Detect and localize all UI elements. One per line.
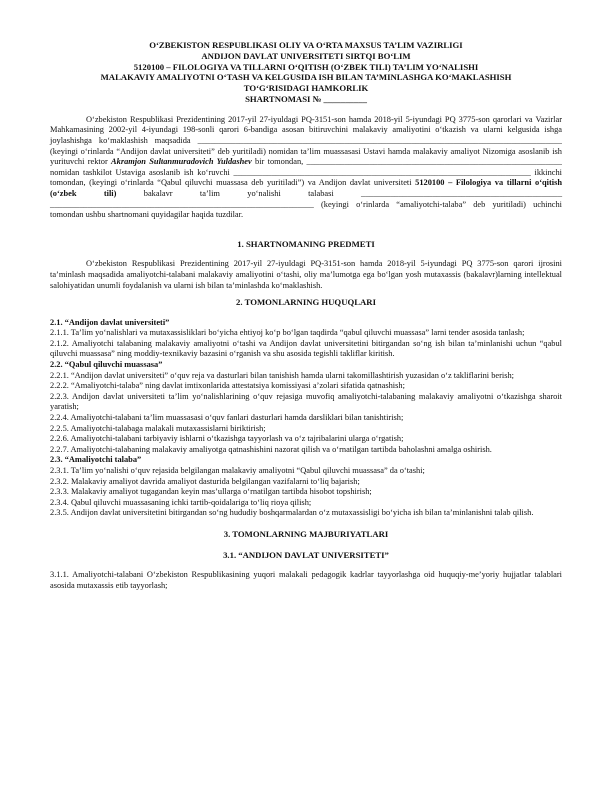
document-header [50,40,562,105]
clause-2-2-1: 2.2.1. “Andijon davlat universiteti” o‘quv reja va dasturlari bilan tanishish hamda ularni takomillashtirish yuzasidan o‘z takliflarini berish; [50,370,514,380]
intro-paragraph [50,115,562,221]
clause-2-1-1: 2.1.1. Ta’lim yo‘nalishlari va mutaxassisliklari bo‘yicha ehtiyoj ko‘p bo‘lgan taqdirda “qabul qiluvchi muassasa” larni tender asosida tanlash; [50,328,525,338]
intro-text-b: bir tomondan, _____________________________________________________________ nomidan tashkilot Ustaviga asoslanib ish ko‘ruvchi _______________________________________________________________________ ikkinchi tomondan, (keyingi o‘rinlarda “Qabul qiluvchi muassasa deb yuritiladi”) va Andijon davlat universiteti [50,157,562,188]
clause-2-3-2: 2.3.2. Malakaviy amaliyot davrida amaliyot dasturida belgilangan vazifalarni to‘liq bajarish; [50,476,360,486]
ministry-title: O‘ZBEKISTON RESPUBLIKASI OLIY VA O‘RTA MAXSUS TA’LIM VAZIRLIGI [149,40,463,50]
agreement-number: SHARTNOMASI № __________ [245,93,367,104]
clause-2-2-3: 2.2.3. Andijon davlat universiteti ta’lim yo‘nalishlarining o‘quv rejasiga muvofiq amaliyotchi-talabaning malakaviy amaliyotni o‘tkazishga sharoit yaratish; [50,391,562,412]
university-title: ANDIJON DAVLAT UNIVERSITETI SIRTQI BO‘LIM [201,50,411,61]
section-2-title: 2. TOMONLARNING HUQUQLARI [236,297,376,308]
clause-2-1-2: 2.1.2. Amaliyotchi talabaning malakaviy amaliyotni o‘tashi va Andijon davlat universitetini bitirgandan so‘ng ish bilan ta’minlanishi uchun “qabul qiluvchi muassasa” ning moddiy-texnikaviy bazasini o‘rganish va shu asosida tegishli takliflar kiritish. [50,338,562,359]
section-1-title: 1. SHARTNOMANING PREDMETI [237,238,375,249]
clause-2-2-4: 2.2.4. Amaliyotchi-talabani ta’lim muassasasi o‘quv fanlari dasturlari hamda darsliklari bilan tanishtirish; [50,413,404,423]
subsection-2-3-title: 2.3. “Amaliyotchi talaba” [50,455,142,465]
clause-2-3-4: 2.3.4. Qabul qiluvchi muassasaning ichki tartib-qoidalariga to‘liq rioya qilish; [50,497,312,507]
intro-text-a: O‘zbekiston Respublikasi Prezidentining 2017-yil 27-iyuldagi PQ-3151-son hamda 2018-yil 5-iyundagi PQ 3775-son qarorlari va Vazirlar Mahkamasining 2002-yil 4-iyundagi 198-sonli qarori 6-bandiga asosan bitiruvchini malakaviy amaliyotini o‘tkazish va ularni kelgusida ishga joylashishga ko‘maklashish maqsadida _______________________________________________________________________________________ (keyingi o‘rinlarda “Andijon davlat universiteti” deb yuritiladi) nomidan ta’lim muassasasi Ustavi hamda malakaviy amaliyot Nizomiga asoslanib ish yurituvchi rektor [50,114,562,167]
subsection-2-1-title: 2.1. “Andijon davlat universiteti” [50,317,170,327]
program-title: 5120100 – FILOLOGIYA VA TILLARNI O‘QITISH (O‘ZBEK TILI) TA’LIM YO‘NALISHI [133,61,479,72]
clause-2-2-5: 2.2.5. Amaliyotchi-talabaga malakali mutaxassislarni biriktirish; [50,423,266,433]
subsection-2-2-title: 2.2. “Qabul qiluvchi muassasa” [50,360,163,370]
clause-2-2-6: 2.2.6. Amaliyotchi-talabani tarbiyaviy ishlarni o‘tkazishga tayyorlash va o‘z tajribalarini ularga o‘rgatish; [50,434,404,444]
agreement-title-line1: MALAKAVIY AMALIYOTNI O‘TASH VA KELGUSIDA ISH BILAN TA’MINLASHGA KO‘MAKLASHISH [100,72,512,83]
clause-2-3-5: 2.3.5. Andijon davlat universitetini bitirgandan so‘ng hududiy boshqarmalardan o‘z mutaxassisligi bo‘yicha ish bilan ta’minlanishni talab qilish. [50,508,534,518]
agreement-title-line2: TO‘G‘RISIDAGI HAMKORLIK [243,83,369,94]
section-1-text: O‘zbekiston Respublikasi Prezidentining 2017-yil 27-iyuldagi PQ-3151-son hamda 2018-yil 5-iyundagi PQ 3775-son qarori ijrosini ta’minlash maqsadida amaliyotchi-talabani malakaviy amaliyotini o‘tashi, oliy ma’lumotga ega bo‘lgan yosh mutaxassis (bakalavr)larning intellektual salohiyatidan unumli foydalanish va ularni ish bilan ta’minlashda ko‘maklashish. [50,259,562,290]
document-body [50,40,562,591]
clause-2-2-7: 2.2.7. Amaliyotchi-talabaning malakaviy amaliyotga qatnashishini nazorat qilish va o‘rnatilgan tartibda baholashni amalga oshirish. [50,444,492,454]
program-name: 5120100 – Filologiya va tillarni o‘qitish (o‘zbek tili) [50,178,562,198]
clause-3-1-1: 3.1.1. Amaliyotchi-talabani O‘zbekiston Respublikasining yuqori malakali pedagogik kadrlar tayyorlashga oid huquqiy-me’yoriy hujjatlar talablari asosida mutaxassis etib tayyorlash; [50,570,562,590]
clause-2-3-1: 2.3.1. Ta’lim yo‘nalishi o‘quv rejasida belgilangan malakaviy amaliyotni “Qabul qiluvchi muassasa” da o‘tashi; [50,466,425,475]
clause-2-3-3: 2.3.3. Malakaviy amaliyot tugagandan keyin mas’ullarga o‘rnatilgan tartibda hisobot topshirish; [50,487,372,497]
subsection-3-1-title: 3.1. “ANDIJON DAVLAT UNIVERSITETI” [223,549,389,560]
section-3-title: 3. TOMONLARNING MAJBURIYATLARI [223,528,389,539]
rector-name: Akramjon Sultanmuradovich Yuldashev [111,157,252,167]
clause-2-2-2: 2.2.2. “Amaliyotchi-talaba” ning davlat imtixonlarida attestatsiya komissiyasi a’zolari sifatida qatnashish; [50,381,405,391]
intro-text-c: bakalavr ta’lim yo‘nalishi talabasi ________________________________________________ _______________________________________________________________ (keyingi o‘rinlarda “amaliyotchi-talaba” deb yuritiladi) uchinchi tomondan ushbu shartnomani quyidagilar haqida tuzdilar. [50,188,563,220]
